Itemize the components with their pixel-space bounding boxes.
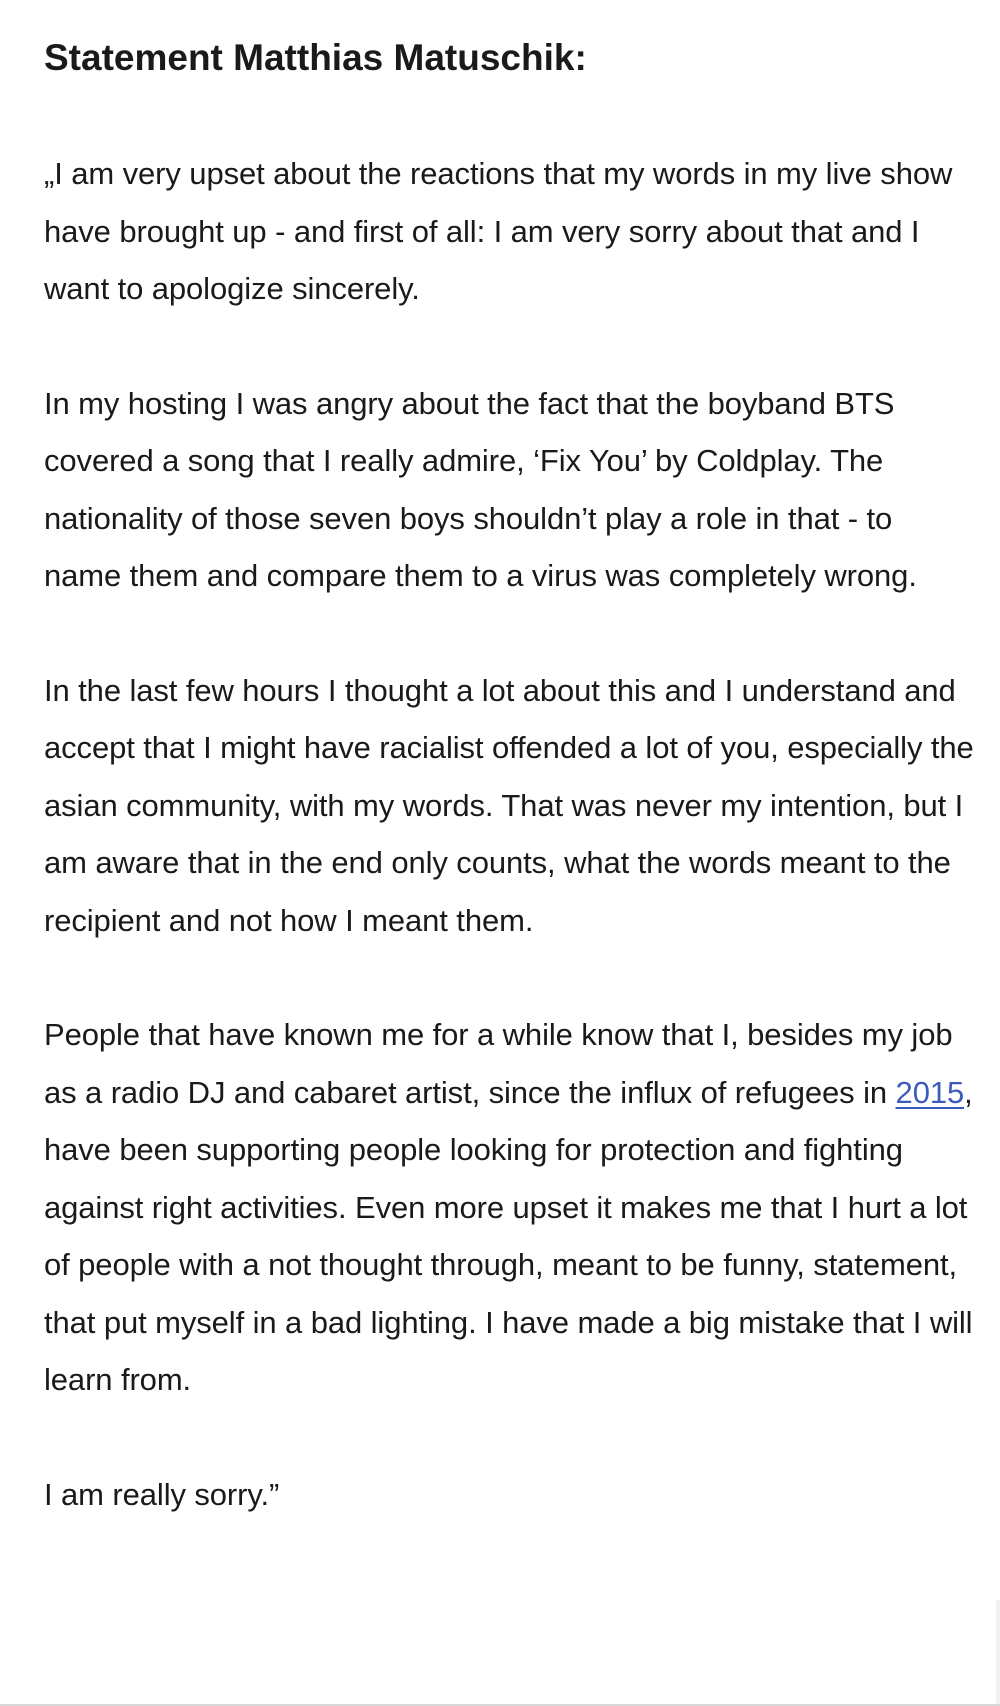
paragraph-hosting: In my hosting I was angry about the fact that the boyband BTS covered a song that I really admire, ‘Fix You’ by Coldplay. The nationality of those seven boys shouldn’t play a role in that - to name them and compare them to a virus was completely wrong. <box>44 385 917 593</box>
paragraph-reflection: In the last few hours I thought a lot about this and I understand and accept that I might have racialist offended a lot of you, especially the asian community, with my words. That was never my intention, but I am aware that in the end only counts, what the words meant to the recipient and not how I meant them. <box>44 672 974 938</box>
paragraph-background <box>44 1006 974 1409</box>
paragraph-closing: I am really sorry.” <box>44 1476 280 1512</box>
year-2015-link[interactable]: 2015 <box>895 1074 965 1110</box>
paragraph-background-text-after: , have been supporting people looking for protection and fighting against right activities. Even more upset it makes me that I hurt a lot of people with a not thought through, meant to be funny, statement, that put myself in a bad lighting. I have made a big mistake that I will learn from. <box>44 1074 973 1397</box>
article <box>44 30 974 1523</box>
paragraph-apology: „I am very upset about the reactions that my words in my live show have brought up - and first of all: I am very sorry about that and I want to apologize sincerely. <box>44 156 953 306</box>
scroll-edge <box>996 1600 1000 1706</box>
statement-title: Statement Matthias Matuschik: <box>44 37 587 78</box>
paragraph-background-text-before: People that have known me for a while know that I, besides my job as a radio DJ and cabaret artist, since the influx of refugees in <box>44 1017 953 1110</box>
